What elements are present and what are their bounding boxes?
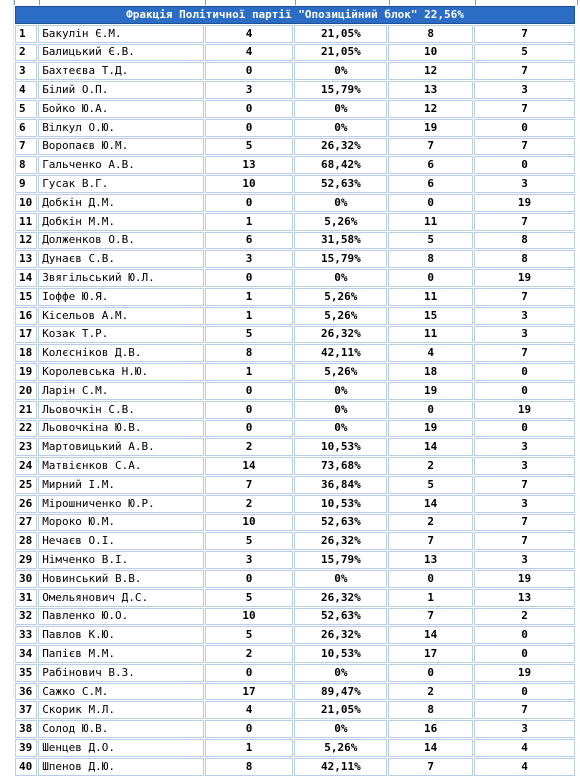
votes-other: 3 (474, 438, 575, 456)
table-row (15, 25, 575, 43)
votes-absent: 8 (388, 250, 473, 268)
row-number: 39 (15, 739, 37, 757)
votes-for-percent: 15,79% (294, 81, 387, 99)
table-row (15, 175, 575, 193)
votes-absent: 13 (388, 81, 473, 99)
row-number: 25 (15, 476, 37, 494)
votes-for-percent: 26,32% (294, 138, 387, 156)
votes-absent: 0 (388, 570, 473, 588)
votes-absent: 0 (388, 664, 473, 682)
votes-other: 19 (474, 570, 575, 588)
votes-for: 1 (205, 739, 294, 757)
table-row (15, 401, 575, 419)
table-row (15, 232, 575, 250)
deputy-name: Павленко Ю.О. (38, 608, 203, 626)
row-number: 1 (15, 25, 37, 43)
votes-other: 4 (474, 758, 575, 776)
table-row (15, 307, 575, 325)
votes-for-percent: 5,26% (294, 307, 387, 325)
row-number: 20 (15, 382, 37, 400)
votes-other: 3 (474, 175, 575, 193)
votes-for: 3 (205, 250, 294, 268)
deputy-name: Льовочкін С.В. (38, 401, 203, 419)
row-number: 17 (15, 326, 37, 344)
votes-absent: 12 (388, 62, 473, 80)
table-row (15, 100, 575, 118)
votes-for: 5 (205, 532, 294, 550)
votes-absent: 5 (388, 476, 473, 494)
votes-for: 2 (205, 645, 294, 663)
table-row (15, 589, 575, 607)
row-number: 4 (15, 81, 37, 99)
votes-other: 7 (474, 344, 575, 362)
votes-for-percent: 0% (294, 62, 387, 80)
votes-for-percent: 10,53% (294, 438, 387, 456)
votes-for: 10 (205, 608, 294, 626)
votes-other: 7 (474, 701, 575, 719)
votes-absent: 19 (388, 382, 473, 400)
row-number: 38 (15, 720, 37, 738)
votes-for-percent: 52,63% (294, 514, 387, 532)
deputy-name: Білий О.П. (38, 81, 203, 99)
votes-for: 0 (205, 194, 294, 212)
votes-for-percent: 0% (294, 570, 387, 588)
votes-for: 14 (205, 457, 294, 475)
votes-for-percent: 0% (294, 401, 387, 419)
deputy-name: Вілкул О.Ю. (38, 119, 203, 137)
votes-absent: 7 (388, 758, 473, 776)
deputy-name: Колєсніков Д.В. (38, 344, 203, 362)
row-number: 29 (15, 551, 37, 569)
row-number: 3 (15, 62, 37, 80)
deputy-name: Бакулін Є.М. (38, 25, 203, 43)
table-row (15, 44, 575, 62)
table-row (15, 194, 575, 212)
deputy-name: Козак Т.Р. (38, 326, 203, 344)
votes-for-percent: 0% (294, 664, 387, 682)
deputy-name: Кісельов А.М. (38, 307, 203, 325)
deputy-name: Звягільський Ю.Л. (38, 269, 203, 287)
votes-absent: 7 (388, 608, 473, 626)
deputy-name: Мартовицький А.В. (38, 438, 203, 456)
faction-title: Фракція Політичної партії "Опозиційний блок" 22,56% (15, 6, 575, 24)
votes-for: 5 (205, 626, 294, 644)
deputy-name: Скорик М.Л. (38, 701, 203, 719)
deputy-name: Добкін М.М. (38, 213, 203, 231)
votes-for-percent: 0% (294, 194, 387, 212)
votes-other: 3 (474, 495, 575, 513)
row-number: 12 (15, 232, 37, 250)
votes-for: 4 (205, 44, 294, 62)
deputy-name: Мірошниченко Ю.Р. (38, 495, 203, 513)
votes-for-percent: 42,11% (294, 758, 387, 776)
votes-other: 0 (474, 683, 575, 701)
votes-absent: 11 (388, 288, 473, 306)
votes-other: 7 (474, 25, 575, 43)
votes-for: 7 (205, 476, 294, 494)
votes-for: 6 (205, 232, 294, 250)
deputy-name: Воропаєв Ю.М. (38, 138, 203, 156)
votes-for: 0 (205, 570, 294, 588)
votes-for: 0 (205, 119, 294, 137)
votes-other: 3 (474, 720, 575, 738)
votes-for: 2 (205, 495, 294, 513)
votes-for: 10 (205, 175, 294, 193)
row-number: 9 (15, 175, 37, 193)
votes-for-percent: 21,05% (294, 701, 387, 719)
votes-for-percent: 42,11% (294, 344, 387, 362)
table-row (15, 495, 575, 513)
table-row (15, 420, 575, 438)
row-number: 2 (15, 44, 37, 62)
table-row (15, 645, 575, 663)
votes-for: 1 (205, 288, 294, 306)
votes-for: 10 (205, 514, 294, 532)
votes-absent: 4 (388, 344, 473, 362)
votes-other: 8 (474, 232, 575, 250)
deputy-name: Іоффе Ю.Я. (38, 288, 203, 306)
deputy-name: Німченко В.І. (38, 551, 203, 569)
votes-for: 0 (205, 720, 294, 738)
votes-absent: 19 (388, 119, 473, 137)
votes-other: 8 (474, 250, 575, 268)
table-row (15, 551, 575, 569)
votes-for: 5 (205, 589, 294, 607)
deputy-name: Бойко Ю.А. (38, 100, 203, 118)
votes-for: 0 (205, 100, 294, 118)
votes-for-percent: 15,79% (294, 250, 387, 268)
table-row (15, 438, 575, 456)
row-number: 7 (15, 138, 37, 156)
deputy-name: Рабінович В.З. (38, 664, 203, 682)
table-row (15, 344, 575, 362)
votes-for: 0 (205, 382, 294, 400)
deputy-name: Шпенов Д.Ю. (38, 758, 203, 776)
table-row (15, 363, 575, 381)
votes-other: 0 (474, 420, 575, 438)
votes-other: 0 (474, 156, 575, 174)
deputy-name: Королевська Н.Ю. (38, 363, 203, 381)
table-header-row (15, 6, 575, 24)
row-number: 35 (15, 664, 37, 682)
votes-absent: 6 (388, 175, 473, 193)
votes-absent: 14 (388, 495, 473, 513)
votes-other: 19 (474, 269, 575, 287)
votes-absent: 8 (388, 25, 473, 43)
votes-other: 7 (474, 138, 575, 156)
votes-for: 5 (205, 326, 294, 344)
table-row (15, 739, 575, 757)
votes-other: 0 (474, 363, 575, 381)
votes-for-percent: 52,63% (294, 175, 387, 193)
table-row (15, 532, 575, 550)
votes-for-percent: 0% (294, 100, 387, 118)
deputy-name: Добкін Д.М. (38, 194, 203, 212)
votes-other: 0 (474, 645, 575, 663)
votes-for-percent: 21,05% (294, 25, 387, 43)
table-row (15, 288, 575, 306)
votes-other: 3 (474, 326, 575, 344)
votes-for-percent: 26,32% (294, 326, 387, 344)
row-number: 36 (15, 683, 37, 701)
table-row (15, 701, 575, 719)
votes-absent: 12 (388, 100, 473, 118)
deputy-name: Омельянович Д.С. (38, 589, 203, 607)
faction-voting-table (14, 5, 576, 777)
row-number: 13 (15, 250, 37, 268)
votes-absent: 16 (388, 720, 473, 738)
votes-absent: 15 (388, 307, 473, 325)
votes-other: 7 (474, 514, 575, 532)
votes-for-percent: 73,68% (294, 457, 387, 475)
deputy-name: Гальченко А.В. (38, 156, 203, 174)
votes-for: 1 (205, 213, 294, 231)
votes-for-percent: 26,32% (294, 589, 387, 607)
table-row (15, 720, 575, 738)
table-row (15, 382, 575, 400)
votes-other: 7 (474, 100, 575, 118)
votes-for-percent: 5,26% (294, 213, 387, 231)
votes-absent: 18 (388, 363, 473, 381)
votes-absent: 11 (388, 213, 473, 231)
votes-other: 0 (474, 119, 575, 137)
votes-absent: 14 (388, 626, 473, 644)
table-row (15, 457, 575, 475)
votes-other: 7 (474, 532, 575, 550)
votes-for: 3 (205, 551, 294, 569)
votes-for-percent: 5,26% (294, 288, 387, 306)
votes-for-percent: 89,47% (294, 683, 387, 701)
votes-other: 19 (474, 664, 575, 682)
votes-other: 19 (474, 194, 575, 212)
row-number: 10 (15, 194, 37, 212)
row-number: 33 (15, 626, 37, 644)
row-number: 26 (15, 495, 37, 513)
votes-other: 3 (474, 81, 575, 99)
row-number: 30 (15, 570, 37, 588)
table-row (15, 608, 575, 626)
votes-for-percent: 0% (294, 119, 387, 137)
votes-absent: 1 (388, 589, 473, 607)
votes-absent: 0 (388, 401, 473, 419)
votes-for: 0 (205, 269, 294, 287)
votes-other: 0 (474, 382, 575, 400)
row-number: 28 (15, 532, 37, 550)
votes-for: 1 (205, 363, 294, 381)
votes-for-percent: 52,63% (294, 608, 387, 626)
votes-for-percent: 31,58% (294, 232, 387, 250)
deputy-name: Матвієнков С.А. (38, 457, 203, 475)
row-number: 37 (15, 701, 37, 719)
deputy-name: Мороко Ю.М. (38, 514, 203, 532)
votes-for-percent: 21,05% (294, 44, 387, 62)
votes-for-percent: 10,53% (294, 645, 387, 663)
row-number: 18 (15, 344, 37, 362)
votes-for-percent: 0% (294, 382, 387, 400)
votes-absent: 2 (388, 683, 473, 701)
deputy-name: Шенцев Д.О. (38, 739, 203, 757)
row-number: 31 (15, 589, 37, 607)
votes-absent: 7 (388, 532, 473, 550)
votes-for: 0 (205, 664, 294, 682)
votes-for-percent: 5,26% (294, 363, 387, 381)
votes-for-percent: 0% (294, 420, 387, 438)
votes-other: 2 (474, 608, 575, 626)
votes-for: 0 (205, 401, 294, 419)
votes-for-percent: 10,53% (294, 495, 387, 513)
deputy-name: Папієв М.М. (38, 645, 203, 663)
votes-absent: 14 (388, 739, 473, 757)
votes-for: 17 (205, 683, 294, 701)
votes-absent: 7 (388, 138, 473, 156)
deputy-name: Ларін С.М. (38, 382, 203, 400)
votes-other: 3 (474, 551, 575, 569)
table-row (15, 514, 575, 532)
row-number: 11 (15, 213, 37, 231)
votes-for-percent: 15,79% (294, 551, 387, 569)
deputy-name: Солод Ю.В. (38, 720, 203, 738)
votes-for: 1 (205, 307, 294, 325)
table-row (15, 758, 575, 776)
votes-other: 3 (474, 457, 575, 475)
votes-for: 5 (205, 138, 294, 156)
left-margin (0, 0, 14, 698)
table-body (15, 25, 575, 776)
votes-absent: 2 (388, 457, 473, 475)
votes-for-percent: 0% (294, 269, 387, 287)
votes-absent: 0 (388, 194, 473, 212)
deputy-name: Нечаєв О.І. (38, 532, 203, 550)
votes-absent: 19 (388, 420, 473, 438)
table-row (15, 326, 575, 344)
table-row (15, 119, 575, 137)
row-number: 27 (15, 514, 37, 532)
votes-for: 8 (205, 758, 294, 776)
votes-other: 13 (474, 589, 575, 607)
deputy-name: Бахтеєва Т.Д. (38, 62, 203, 80)
votes-for: 0 (205, 420, 294, 438)
row-number: 23 (15, 438, 37, 456)
deputy-name: Сажко С.М. (38, 683, 203, 701)
votes-absent: 10 (388, 44, 473, 62)
table-row (15, 664, 575, 682)
votes-absent: 0 (388, 269, 473, 287)
row-number: 21 (15, 401, 37, 419)
votes-absent: 2 (388, 514, 473, 532)
table-row (15, 626, 575, 644)
table-row (15, 81, 575, 99)
row-number: 24 (15, 457, 37, 475)
row-number: 6 (15, 119, 37, 137)
votes-other: 5 (474, 44, 575, 62)
deputy-name: Балицький Є.В. (38, 44, 203, 62)
table-row (15, 213, 575, 231)
row-number: 5 (15, 100, 37, 118)
deputy-name: Павлов К.Ю. (38, 626, 203, 644)
row-number: 32 (15, 608, 37, 626)
deputy-name: Мирний І.М. (38, 476, 203, 494)
votes-absent: 5 (388, 232, 473, 250)
table-row (15, 156, 575, 174)
votes-for-percent: 26,32% (294, 532, 387, 550)
votes-absent: 17 (388, 645, 473, 663)
votes-other: 4 (474, 739, 575, 757)
table-row (15, 250, 575, 268)
deputy-name: Гусак В.Г. (38, 175, 203, 193)
deputy-name: Долженков О.В. (38, 232, 203, 250)
row-number: 15 (15, 288, 37, 306)
votes-for: 3 (205, 81, 294, 99)
table-row (15, 476, 575, 494)
table-row (15, 138, 575, 156)
deputy-name: Новинський В.В. (38, 570, 203, 588)
deputy-name: Льовочкіна Ю.В. (38, 420, 203, 438)
votes-for: 13 (205, 156, 294, 174)
votes-for-percent: 0% (294, 720, 387, 738)
votes-other: 7 (474, 476, 575, 494)
votes-absent: 8 (388, 701, 473, 719)
row-number: 16 (15, 307, 37, 325)
votes-other: 7 (474, 62, 575, 80)
votes-for: 4 (205, 25, 294, 43)
votes-other: 19 (474, 401, 575, 419)
votes-other: 7 (474, 288, 575, 306)
votes-for-percent: 36,84% (294, 476, 387, 494)
votes-for: 4 (205, 701, 294, 719)
votes-for: 2 (205, 438, 294, 456)
votes-for-percent: 5,26% (294, 739, 387, 757)
votes-absent: 6 (388, 156, 473, 174)
row-number: 34 (15, 645, 37, 663)
table-row (15, 269, 575, 287)
votes-for: 8 (205, 344, 294, 362)
votes-absent: 11 (388, 326, 473, 344)
deputy-name: Дунаєв С.В. (38, 250, 203, 268)
row-number: 8 (15, 156, 37, 174)
votes-absent: 14 (388, 438, 473, 456)
row-number: 19 (15, 363, 37, 381)
row-number: 22 (15, 420, 37, 438)
votes-absent: 13 (388, 551, 473, 569)
table-row (15, 570, 575, 588)
table-row (15, 62, 575, 80)
votes-other: 3 (474, 307, 575, 325)
votes-for-percent: 26,32% (294, 626, 387, 644)
votes-other: 0 (474, 626, 575, 644)
votes-for-percent: 68,42% (294, 156, 387, 174)
row-number: 40 (15, 758, 37, 776)
votes-for: 0 (205, 62, 294, 80)
votes-other: 7 (474, 213, 575, 231)
row-number: 14 (15, 269, 37, 287)
